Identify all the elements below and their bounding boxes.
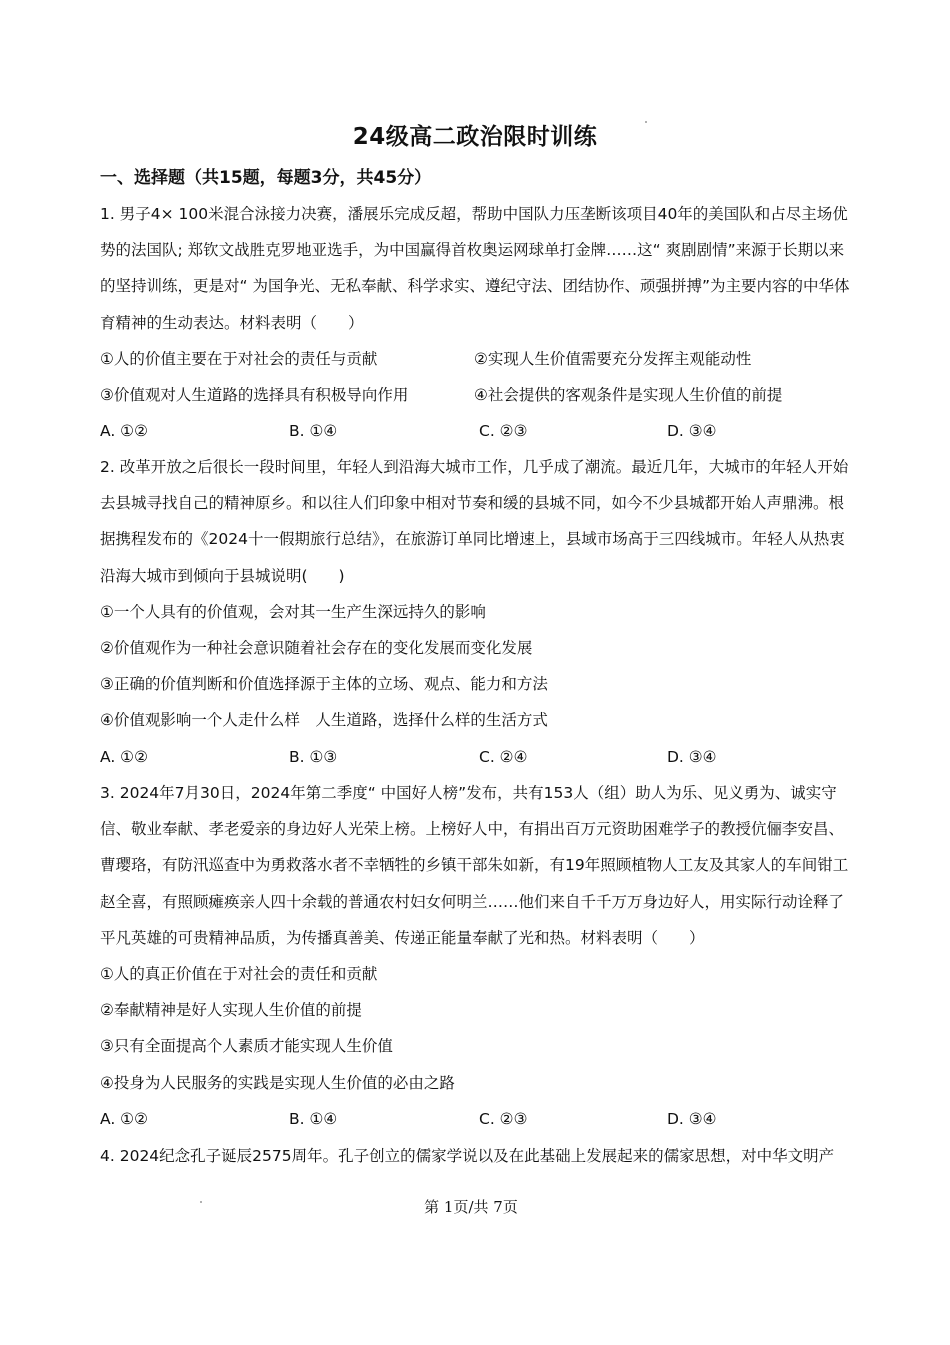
section-heading: 一、选择题（共15题，每题3分，共45分）: [100, 168, 432, 188]
statement-2: ②价值观作为一种社会意识随着社会存在的变化发展而变化发展: [100, 639, 533, 658]
page-number: 第 1页/共 7页: [424, 1198, 518, 1216]
option-c: C. ②③: [479, 422, 528, 441]
option-d: D. ③④: [667, 1109, 717, 1128]
answer-options: [100, 739, 858, 775]
statement-3: ③价值观对人生道路的选择具有积极导向作用: [100, 386, 409, 404]
question-stem: 3. 2024年7月30日，2024年第二季度“ 中国好人榜”发布，共有153人（组）助人为乐、见义勇为、诚实守信、敬业奉献、孝老爱亲的身边好人光荣上榜。上榜好人中，有捐出百万元资助困难学子的教授伉俪李安昌、曹璎珞，有防汛巡查中为勇救落水者不幸牺牲的乡镇干部朱如新，有19年照顾植物人工友及其家人的车间钳工赵全喜，有照顾瘫痪亲人四十余载的普通农村妇女何明兰……他们来自千千万万身边好人，用实际行动诠释了平凡英雄的可贵精神品质，为传播真善美、传递正能量奉献了光和热。材料表明（ ）: [100, 784, 849, 947]
page-title: 24级高二政治限时训练: [352, 124, 598, 150]
option-a: A. ①②: [100, 422, 148, 441]
option-a: A. ①②: [100, 1109, 148, 1128]
question-stem: 4. 2024纪念孔子诞辰2575周年。孔子创立的儒家学说以及在此基础上发展起来的儒家思想，对中华文明产: [100, 1147, 835, 1165]
statement-1: ①一个人具有的价值观，会对其一生产生深远持久的影响: [100, 602, 486, 621]
question-1: [100, 196, 858, 449]
statement-4: ④价值观影响一个人走什么样 人生道路，选择什么样的生活方式: [100, 711, 548, 730]
option-d: D. ③④: [667, 422, 717, 441]
question-stem: 1. 男子4× 100米混合泳接力决赛，潘展乐完成反超，帮助中国队力压垄断该项目40年的美国队和占尽主场优势的法国队; 郑钦文战胜克罗地亚选手，为中国赢得首枚奥运网球单打金牌……这“ 爽剧剧情”来源于长期以来的坚持训练，更是对“ 为国争光、无私奉献、科学求实、遵纪守法、团结协作、顽强拼搏”为主要内容的中华体育精神的生动表达。材料表明（ ）: [100, 205, 850, 332]
statement-4: ④投身为人民服务的实践是实现人生价值的必由之路: [100, 1073, 455, 1092]
option-c: C. ②④: [479, 747, 528, 766]
question-3: [100, 775, 858, 1137]
option-b: B. ①④: [289, 422, 338, 441]
statement-2: ②奉献精神是好人实现人生价值的前提: [100, 1001, 362, 1020]
question-2: [100, 449, 858, 775]
statement-3: ③正确的价值判断和价值选择源于主体的立场、观点、能力和方法: [100, 675, 548, 694]
question-4: [100, 1138, 858, 1174]
scan-speck: [200, 1201, 202, 1203]
scan-speck: [645, 121, 647, 123]
statement-2: ②实现人生价值需要充分发挥主观能动性: [474, 349, 752, 368]
option-a: A. ①②: [100, 747, 148, 766]
statement-1: ①人的真正价值在于对社会的责任和贡献: [100, 965, 378, 984]
statement-row: [100, 377, 858, 413]
statement-1: ①人的价值主要在于对社会的责任与贡献: [100, 349, 378, 368]
option-c: C. ②③: [479, 1109, 528, 1128]
statement-row: [100, 341, 858, 377]
option-b: B. ①④: [289, 1109, 338, 1128]
option-d: D. ③④: [667, 747, 717, 766]
statement-4: ④社会提供的客观条件是实现人生价值的前提: [474, 386, 783, 404]
option-b: B. ①③: [289, 747, 338, 766]
question-stem: 2. 改革开放之后很长一段时间里，年轻人到沿海大城市工作，几乎成了潮流。最近几年，大城市的年轻人开始去县城寻找自己的精神原乡。和以往人们印象中相对节奏和缓的县城不同，如今不少县城都开始人声鼎沸。根据携程发布的《2024十一假期旅行总结》，在旅游订单同比增速上，县域市场高于三四线城市。年轻人从热衷沿海大城市到倾向于县城说明( ): [100, 458, 849, 585]
statement-3: ③只有全面提高个人素质才能实现人生价值: [100, 1037, 393, 1056]
answer-options: [100, 1101, 858, 1137]
answer-options: [100, 413, 858, 449]
